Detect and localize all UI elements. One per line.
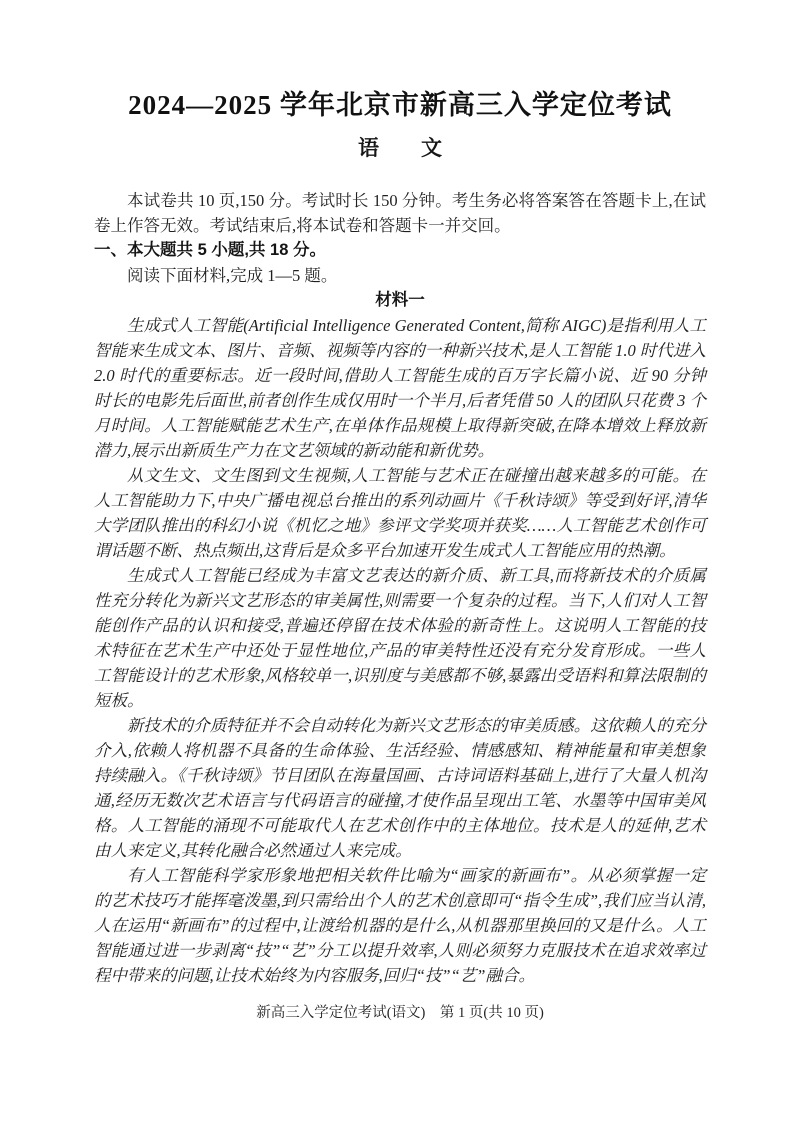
material-one-paragraph-4: 新技术的介质特征并不会自动转化为新兴文艺形态的审美质感。这依赖人的充分介入,依赖人将机器不具备的生命体验、生活经验、情感感知、精神能量和审美想象持续融入。《千秋诗颂》节目团队在海量国画、古诗词语料基础上,进行了大量人机沟通,经历无数次艺术语言与代码语言的碰撞,才使作品呈现出工笔、水墨等中国审美风格。人工智能的涌现不可能取代人在艺术创作中的主体地位。技术是人的延伸,艺术由人来定义,其转化融合必然通过人来完成。 bbox=[94, 716, 706, 860]
material-one-paragraph-3: 生成式人工智能已经成为丰富文艺表达的新介质、新工具,而将新技术的介质属性充分转化为新兴文艺形态的审美属性,则需要一个复杂的过程。当下,人们对人工智能创作产品的认识和接受,普遍还停留在技术体验的新奇性上。这说明人工智能的技术特征在艺术生产中还处于显性地位,产品的审美特性还没有充分发育形成。一些人工智能设计的艺术形象,风格较单一,识别度与美感都不够,暴露出受语料和算法限制的短板。 bbox=[94, 566, 706, 710]
exam-info-paragraph: 本试卷共 10 页,150 分。考试时长 150 分钟。考生务必将答案答在答题卡上,在试卷上作答无效。考试结束后,将本试卷和答题卡一并交回。 bbox=[94, 191, 706, 235]
exam-body bbox=[94, 188, 706, 1024]
material-one-paragraph-5: 有人工智能科学家形象地把相关软件比喻为“画家的新画布”。从必须掌握一定的艺术技巧才能挥毫泼墨,到只需给出个人的艺术创意即可“指令生成”,我们应当认清,人在运用“新画布”的过程中,让渡给机器的是什么,从机器那里换回的又是什么。人工智能通过进一步剥离“技”“艺”分工以提升效率,人则必须努力克服技术在追求效率过程中带来的问题,让技术始终为内容服务,回归“技”“艺”融合。 bbox=[94, 866, 706, 985]
reading-instruction: 阅读下面材料,完成 1—5 题。 bbox=[127, 266, 338, 285]
section-one-heading: 一、本大题共 5 小题,共 18 分。 bbox=[94, 241, 326, 259]
material-one-paragraph-2: 从文生文、文生图到文生视频,人工智能与艺术正在碰撞出越来越多的可能。在人工智能助力下,中央广播电视总台推出的系列动画片《千秋诗颂》等受到好评,清华大学团队推出的科幻小说《机忆之地》参评文学奖项并获奖……人工智能艺术创作可谓话题不断、热点频出,这背后是众多平台加速开发生成式人工智能应用的热潮。 bbox=[94, 466, 706, 560]
subject-title: 语 文 bbox=[358, 137, 442, 160]
exam-title: 2024—2025 学年北京市新高三入学定位考试 bbox=[128, 90, 672, 120]
material-one-heading: 材料一 bbox=[375, 291, 425, 309]
material-one-paragraph-1: 生成式人工智能(Artificial Intelligence Generated Content,简称 AIGC)是指利用人工智能来生成文本、图片、音频、视频等内容的一种新兴技术,是人工智能 1.0 时代进入 2.0 时代的重要标志。近一段时间,借助人工智能生成的百万字长篇小说、近 90 分钟时长的电影先后面世,前者创作生成仅用时一个半月,后者凭借 50 人的团队只花费 3 个月时间。人工智能赋能艺术生产,在单体作品规模上取得新突破,在降本增效上释放新潜力,展示出新质生产力在文艺领域的新动能和新优势。 bbox=[94, 316, 706, 460]
page-footer: 新高三入学定位考试(语文) 第 1 页(共 10 页) bbox=[256, 1005, 544, 1021]
